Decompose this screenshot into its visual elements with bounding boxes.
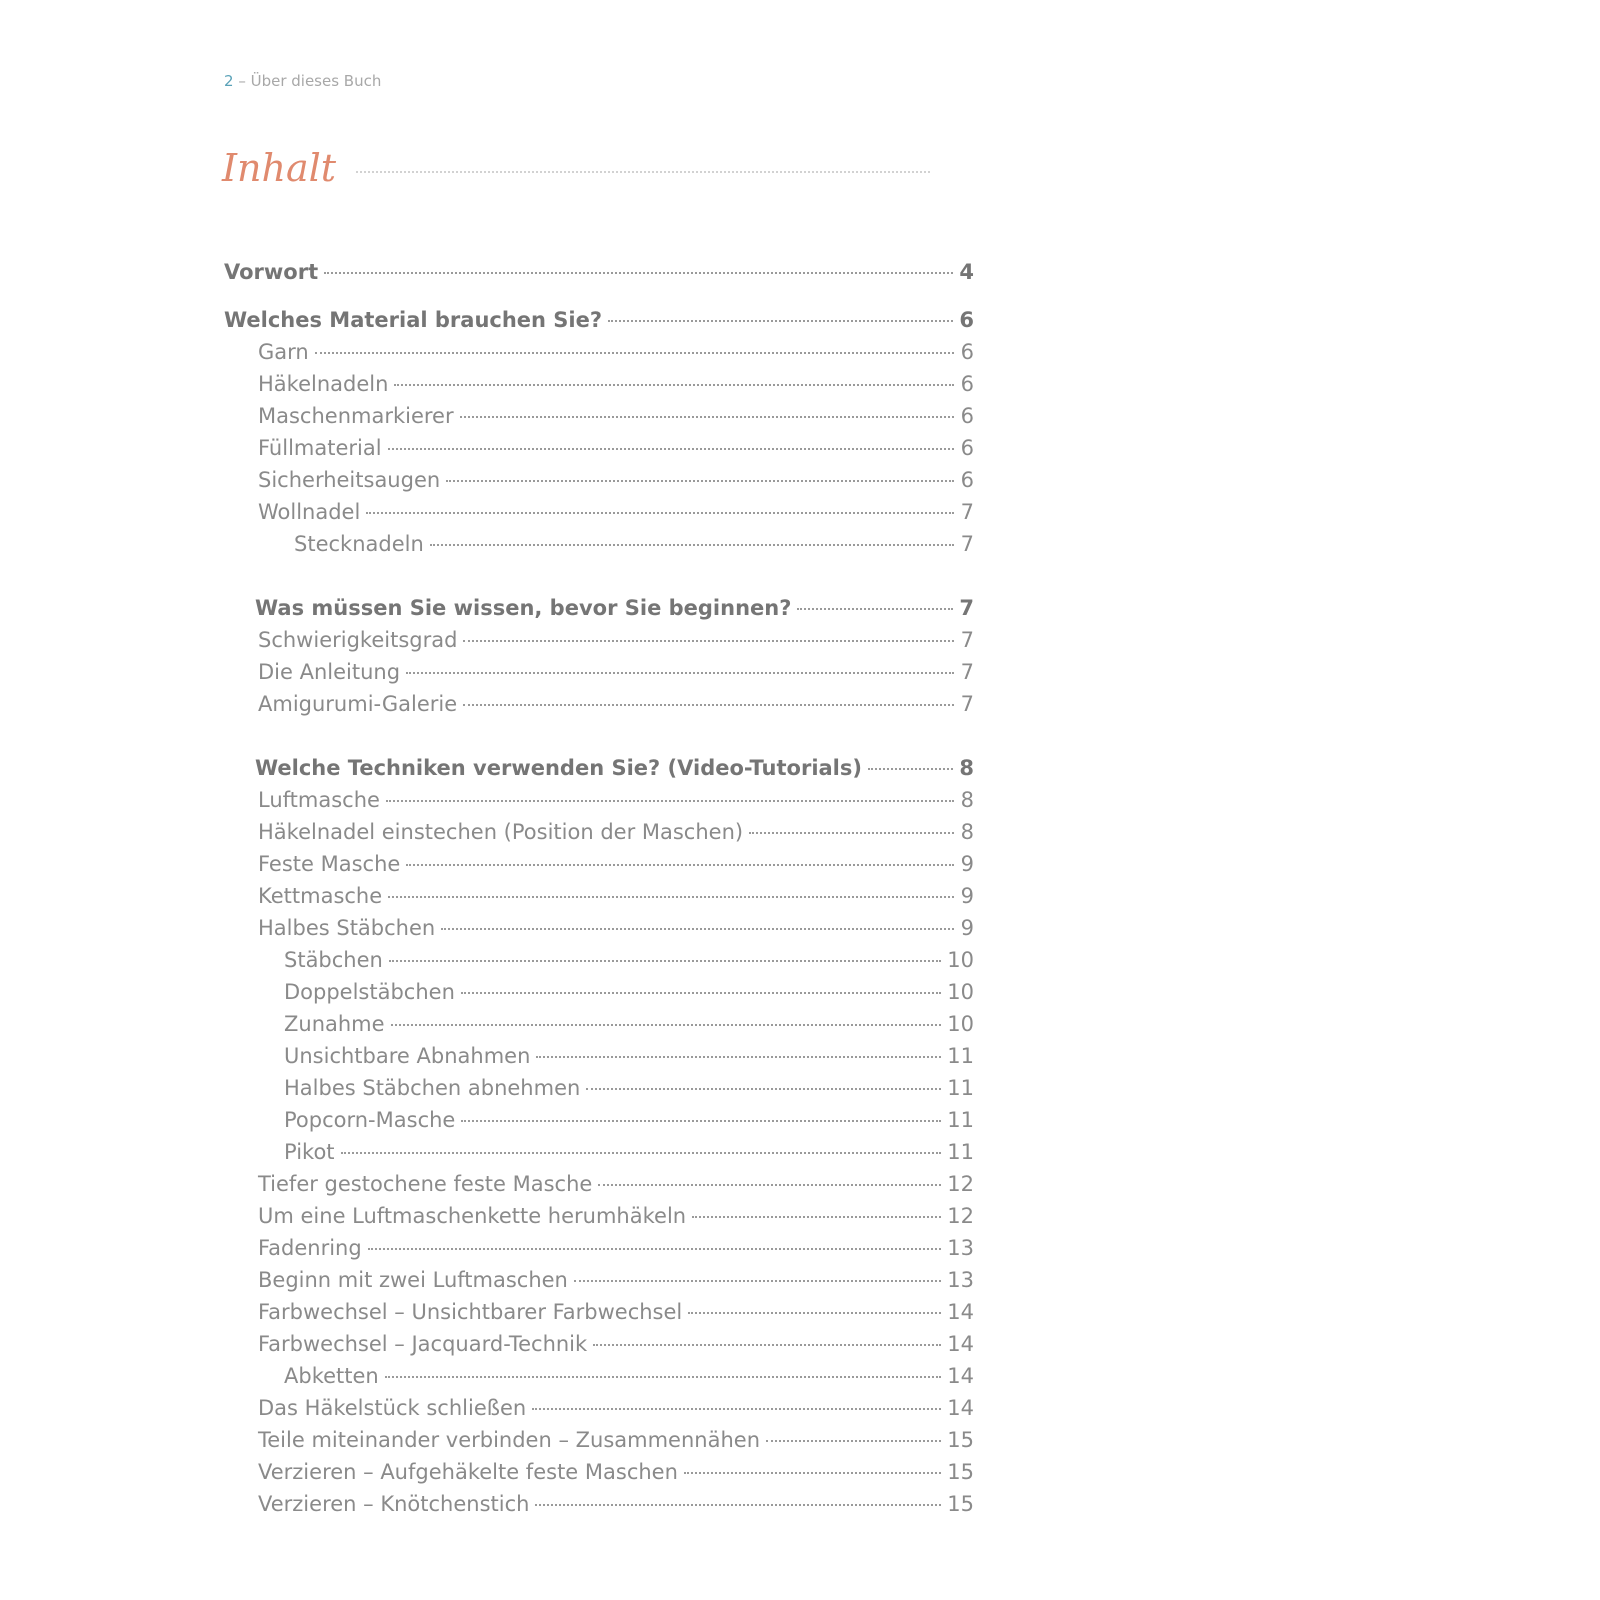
toc-entry[interactable] bbox=[258, 881, 974, 911]
toc-entry-leader bbox=[394, 384, 954, 386]
toc-entry-page: 13 bbox=[947, 1236, 974, 1260]
page-number: 2 bbox=[224, 72, 234, 90]
toc-entry-title: Amigurumi-Galerie bbox=[258, 692, 458, 716]
toc-entry-title: Farbwechsel – Unsichtbarer Farbwechsel bbox=[258, 1300, 683, 1324]
toc-entry-leader bbox=[536, 1056, 941, 1058]
toc-entry-leader bbox=[388, 448, 954, 450]
toc-entry[interactable] bbox=[258, 497, 974, 527]
toc-entry-leader bbox=[406, 672, 954, 674]
toc-entry-leader bbox=[391, 1024, 942, 1026]
toc-entry[interactable] bbox=[284, 1009, 974, 1039]
toc-entry-leader bbox=[598, 1184, 941, 1186]
toc-entry[interactable] bbox=[255, 753, 974, 783]
toc-entry-title: Teile miteinander verbinden – Zusammennähen bbox=[258, 1428, 761, 1452]
toc-entry-leader bbox=[749, 832, 954, 834]
toc-entry-title: Schwierigkeitsgrad bbox=[258, 628, 458, 652]
toc-entry-title: Fadenring bbox=[258, 1236, 362, 1260]
toc-entry-leader bbox=[441, 928, 954, 930]
toc-entry-title: Häkelnadel einstechen (Position der Maschen) bbox=[258, 820, 744, 844]
toc-entry-title: Feste Masche bbox=[258, 852, 401, 876]
toc-entry-title: Das Häkelstück schließen bbox=[258, 1396, 527, 1420]
toc-entry[interactable] bbox=[284, 1105, 974, 1135]
toc-entry-title: Farbwechsel – Jacquard-Technik bbox=[258, 1332, 588, 1356]
toc-entry-title: Luftmasche bbox=[258, 788, 380, 812]
toc-entry[interactable] bbox=[258, 1457, 974, 1487]
toc-entry-page: 10 bbox=[947, 948, 974, 972]
toc-entry-leader bbox=[446, 480, 954, 482]
toc-entry-page: 7 bbox=[960, 660, 974, 684]
toc-entry[interactable] bbox=[284, 1041, 974, 1071]
toc-entry[interactable] bbox=[258, 401, 974, 431]
toc-entry-title: Doppelstäbchen bbox=[284, 980, 455, 1004]
toc-entry-title: Um eine Luftmaschenkette herumhäkeln bbox=[258, 1204, 687, 1228]
toc-entry-title: Zunahme bbox=[284, 1012, 385, 1036]
toc-entry[interactable] bbox=[258, 1329, 974, 1359]
toc-entry-page: 10 bbox=[947, 1012, 974, 1036]
toc-entry-page: 15 bbox=[947, 1492, 974, 1516]
toc-entry[interactable] bbox=[258, 817, 974, 847]
toc-entry[interactable] bbox=[284, 1137, 974, 1167]
toc-entry-page: 6 bbox=[959, 308, 974, 332]
toc-entry-page: 7 bbox=[960, 532, 974, 556]
toc-entry[interactable] bbox=[258, 1297, 974, 1327]
toc-entry[interactable] bbox=[284, 945, 974, 975]
toc-entry-page: 6 bbox=[960, 436, 974, 460]
toc-entry-leader bbox=[430, 544, 954, 546]
toc-entry[interactable] bbox=[258, 849, 974, 879]
toc-entry-page: 6 bbox=[960, 372, 974, 396]
toc-entry-leader bbox=[868, 768, 953, 770]
toc-entry-page: 11 bbox=[947, 1076, 974, 1100]
toc-entry-title: Tiefer gestochene feste Masche bbox=[258, 1172, 593, 1196]
toc-entry-title: Verzieren – Knötchenstich bbox=[258, 1492, 530, 1516]
toc-entry-page: 11 bbox=[947, 1108, 974, 1132]
toc-entry[interactable] bbox=[224, 305, 974, 335]
toc-entry-leader bbox=[463, 640, 954, 642]
toc-entry-title: Welches Material brauchen Sie? bbox=[224, 308, 603, 332]
toc-entry[interactable] bbox=[284, 977, 974, 1007]
toc-entry[interactable] bbox=[284, 1361, 974, 1391]
toc-entry[interactable] bbox=[258, 689, 974, 719]
toc-entry-title: Verzieren – Aufgehäkelte feste Maschen bbox=[258, 1460, 678, 1484]
toc-entry-page: 7 bbox=[959, 596, 974, 620]
toc-entry-leader bbox=[535, 1504, 941, 1506]
toc-entry-leader bbox=[324, 272, 953, 274]
toc-entry-page: 4 bbox=[959, 260, 974, 284]
toc-entry-title: Was müssen Sie wissen, bevor Sie beginnen? bbox=[255, 596, 792, 620]
toc-entry[interactable] bbox=[258, 465, 974, 495]
toc-entry-page: 7 bbox=[960, 500, 974, 524]
toc-entry[interactable] bbox=[258, 625, 974, 655]
toc-entry-title: Häkelnadeln bbox=[258, 372, 389, 396]
toc-entry-page: 7 bbox=[960, 692, 974, 716]
toc-entry-leader bbox=[797, 608, 953, 610]
toc-entry-title: Garn bbox=[258, 340, 309, 364]
toc-entry[interactable] bbox=[258, 1169, 974, 1199]
toc-entry-page: 14 bbox=[947, 1364, 974, 1388]
toc-entry-page: 8 bbox=[959, 756, 974, 780]
toc-entry-title: Welche Techniken verwenden Sie? (Video-Tutorials) bbox=[255, 756, 862, 780]
toc-entry-leader bbox=[692, 1216, 941, 1218]
toc-entry[interactable] bbox=[258, 337, 974, 367]
toc-entry-leader bbox=[593, 1344, 941, 1346]
toc-entry-page: 8 bbox=[960, 820, 974, 844]
toc-entry-leader bbox=[574, 1280, 941, 1282]
toc-entry[interactable] bbox=[224, 257, 974, 287]
toc-entry-title: Halbes Stäbchen bbox=[258, 916, 436, 940]
toc-entry-page: 14 bbox=[947, 1396, 974, 1420]
running-head-section: – Über dieses Buch bbox=[238, 72, 382, 90]
toc-entry-title: Maschenmarkierer bbox=[258, 404, 454, 428]
toc-entry-leader bbox=[366, 512, 954, 514]
toc-entry-page: 10 bbox=[947, 980, 974, 1004]
toc-entry-title: Wollnadel bbox=[258, 500, 361, 524]
toc-entry-page: 6 bbox=[960, 340, 974, 364]
toc-entry-title: Stecknadeln bbox=[294, 532, 424, 556]
toc-entry[interactable] bbox=[258, 1425, 974, 1455]
toc-entry[interactable] bbox=[258, 657, 974, 687]
toc-entry-page: 11 bbox=[947, 1044, 974, 1068]
toc-entry-page: 14 bbox=[947, 1300, 974, 1324]
toc-entry[interactable] bbox=[294, 529, 974, 559]
toc-entry-page: 14 bbox=[947, 1332, 974, 1356]
toc-entry-leader bbox=[684, 1472, 941, 1474]
toc-entry-page: 9 bbox=[960, 884, 974, 908]
toc-entry-page: 6 bbox=[960, 468, 974, 492]
toc-entry-title: Die Anleitung bbox=[258, 660, 401, 684]
toc-entry-title: Stäbchen bbox=[284, 948, 383, 972]
toc-entry[interactable] bbox=[258, 1233, 974, 1263]
toc-entry-leader bbox=[586, 1088, 941, 1090]
toc-entry[interactable] bbox=[258, 433, 974, 463]
toc-entry[interactable] bbox=[258, 785, 974, 815]
toc-entry-page: 6 bbox=[960, 404, 974, 428]
toc-entry-title: Vorwort bbox=[224, 260, 319, 284]
toc-entry-page: 12 bbox=[947, 1172, 974, 1196]
toc-entry-title: Abketten bbox=[284, 1364, 379, 1388]
toc-entry[interactable] bbox=[258, 1201, 974, 1231]
toc-entry-leader bbox=[461, 992, 941, 994]
toc-entry-page: 7 bbox=[960, 628, 974, 652]
toc-entry[interactable] bbox=[258, 1265, 974, 1295]
toc-entry-page: 13 bbox=[947, 1268, 974, 1292]
toc-entry[interactable] bbox=[284, 1073, 974, 1103]
toc-entry-leader bbox=[463, 704, 954, 706]
toc-entry-title: Popcorn-Masche bbox=[284, 1108, 456, 1132]
toc-entry-leader bbox=[532, 1408, 941, 1410]
toc-entry-leader bbox=[688, 1312, 941, 1314]
toc-entry-title: Kettmasche bbox=[258, 884, 383, 908]
toc-entry-leader bbox=[389, 960, 941, 962]
toc-entry-page: 15 bbox=[947, 1460, 974, 1484]
toc-entry-leader bbox=[385, 1376, 942, 1378]
toc-entry-leader bbox=[406, 864, 954, 866]
toc-entry-leader bbox=[368, 1248, 942, 1250]
toc-entry-title: Beginn mit zwei Luftmaschen bbox=[258, 1268, 568, 1292]
toc-entry-title: Pikot bbox=[284, 1140, 335, 1164]
toc-entry[interactable] bbox=[255, 593, 974, 623]
toc-entry-leader bbox=[315, 352, 954, 354]
toc-entry-leader bbox=[460, 416, 954, 418]
toc-entry-leader bbox=[461, 1120, 941, 1122]
toc-entry-title: Sicherheitsaugen bbox=[258, 468, 441, 492]
toc-entry-page: 12 bbox=[947, 1204, 974, 1228]
toc-entry-page: 11 bbox=[947, 1140, 974, 1164]
page-title: Inhalt bbox=[222, 146, 337, 190]
toc-entry-leader bbox=[388, 896, 954, 898]
toc-entry[interactable] bbox=[258, 1489, 974, 1519]
toc-entry-page: 9 bbox=[960, 916, 974, 940]
toc-entry[interactable] bbox=[258, 369, 974, 399]
toc-entry-page: 8 bbox=[960, 788, 974, 812]
toc-entry-leader bbox=[766, 1440, 941, 1442]
toc-entry-title: Unsichtbare Abnahmen bbox=[284, 1044, 531, 1068]
toc-entry[interactable] bbox=[258, 1393, 974, 1423]
toc-entry-leader bbox=[608, 320, 953, 322]
toc-entry-title: Halbes Stäbchen abnehmen bbox=[284, 1076, 581, 1100]
toc-entry-leader bbox=[386, 800, 954, 802]
toc-entry[interactable] bbox=[258, 913, 974, 943]
toc-entry-page: 9 bbox=[960, 852, 974, 876]
toc-entry-title: Füllmaterial bbox=[258, 436, 382, 460]
toc-entry-page: 15 bbox=[947, 1428, 974, 1452]
toc-entry-leader bbox=[341, 1152, 942, 1154]
